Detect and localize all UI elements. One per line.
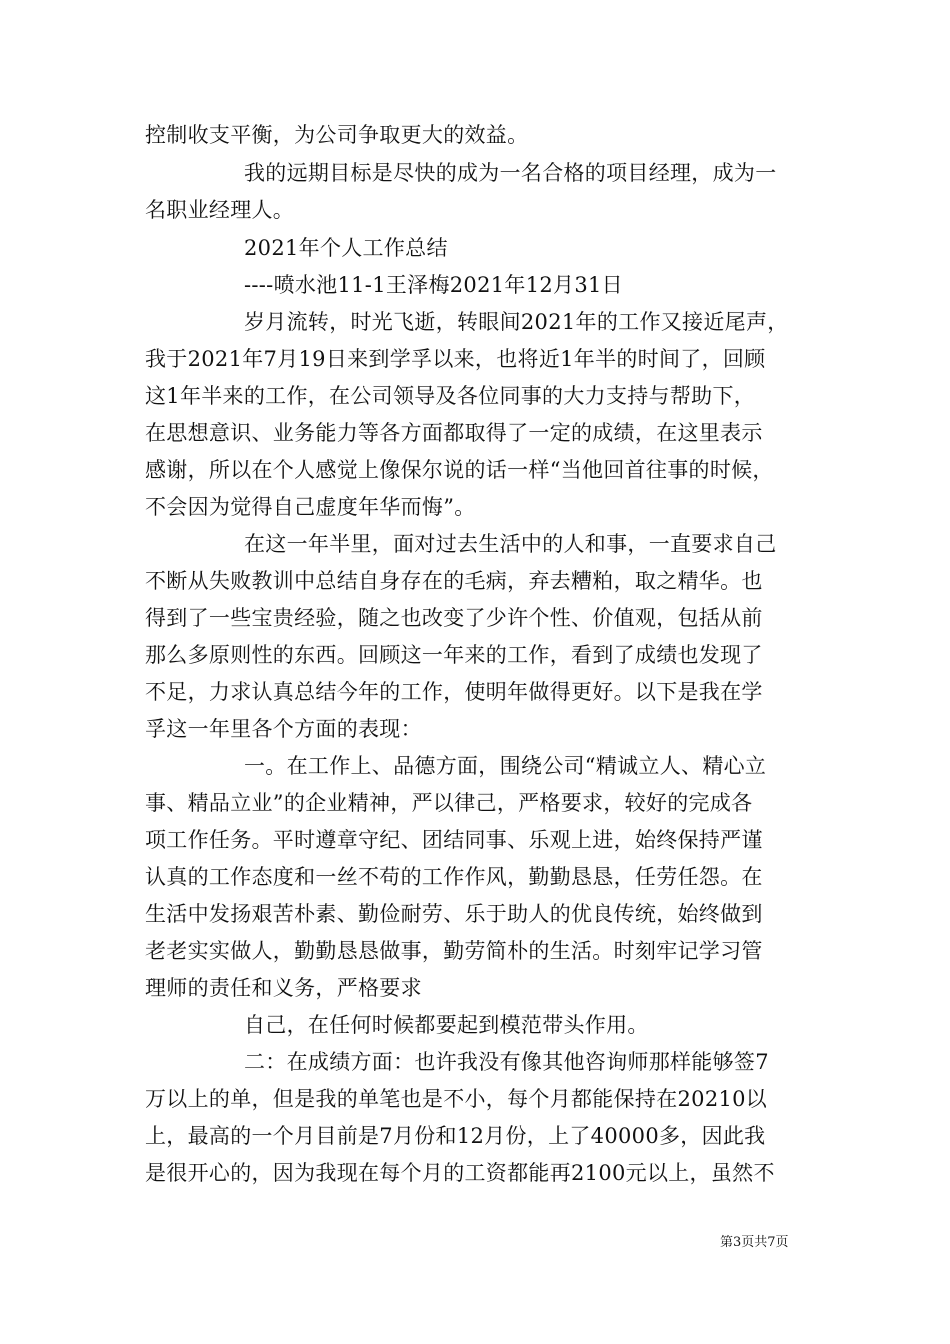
text-line: 在思想意识、业务能力等各方面都取得了一定的成绩，在这里表示 <box>145 421 763 445</box>
text-line: 孚这一年里各个方面的表现： <box>145 717 422 741</box>
text-line: 万以上的单，但是我的单笔也是不小，每个月都能保持在20210以 <box>145 1087 768 1111</box>
text-line: 得到了一些宝贵经验，随之也改变了少许个性、价值观，包括从前 <box>145 606 763 630</box>
document-title: 2021年个人工作总结 <box>244 236 448 260</box>
text-line: 是很开心的，因为我现在每个月的工资都能再2100元以上，虽然不 <box>145 1161 775 1185</box>
text-line: 理师的责任和义务，严格要求 <box>145 976 422 1000</box>
text-line: 事、精品立业”的企业精神，严以律己，严格要求，较好的完成各 <box>145 791 753 815</box>
text-line: 上，最高的一个月目前是7月份和12月份，上了40000多，因此我 <box>145 1124 766 1148</box>
text-line: 认真的工作态度和一丝不苟的工作作风，勤勤恳恳，任劳任怨。在 <box>145 865 763 889</box>
text-line: 岁月流转，时光飞逝，转眼间2021年的工作又接近尾声， <box>244 310 789 334</box>
text-line: 生活中发扬艰苦朴素、勤俭耐劳、乐于助人的优良传统，始终做到 <box>145 902 763 926</box>
text-line: 那么多原则性的东西。回顾这一年来的工作，看到了成绩也发现了 <box>145 643 763 667</box>
document-byline: ----喷水池11-1王泽梅2021年12月31日 <box>244 273 623 297</box>
text-line: 名职业经理人。 <box>145 198 295 222</box>
text-line: 二：在成绩方面：也许我没有像其他咨询师那样能够签7 <box>244 1050 769 1074</box>
text-line: 在这一年半里，面对过去生活中的人和事，一直要求自己 <box>244 532 777 556</box>
text-line: 不断从失败教训中总结自身存在的毛病，弃去糟粕，取之精华。也 <box>145 569 763 593</box>
text-line: 不足，力求认真总结今年的工作，使明年做得更好。以下是我在学 <box>145 680 763 704</box>
page-number: 第3页共7页 <box>720 1235 789 1250</box>
text-line: 我于2021年7月19日来到学孚以来，也将近1年半的时间了，回顾 <box>145 347 766 371</box>
text-line: 控制收支平衡，为公司争取更大的效益。 <box>145 123 529 147</box>
text-line: 我的远期目标是尽快的成为一名合格的项目经理，成为一 <box>244 161 777 185</box>
text-line: 老老实实做人，勤勤恳恳做事，勤劳简朴的生活。时刻牢记学习管 <box>145 939 763 963</box>
text-line: 不会因为觉得自己虚度年华而悔”。 <box>145 495 476 519</box>
text-line: 一。在工作上、品德方面，围绕公司“精诚立人、精心立 <box>244 754 767 778</box>
text-line: 项工作任务。平时遵章守纪、团结同事、乐观上进，始终保持严谨 <box>145 828 763 852</box>
text-line: 自己，在任何时候都要起到模范带头作用。 <box>244 1013 649 1037</box>
text-line: 这1年半来的工作，在公司领导及各位同事的大力支持与帮助下， <box>145 384 756 408</box>
text-line: 感谢，所以在个人感觉上像保尔说的话一样“当他回首往事的时候， <box>145 458 774 482</box>
